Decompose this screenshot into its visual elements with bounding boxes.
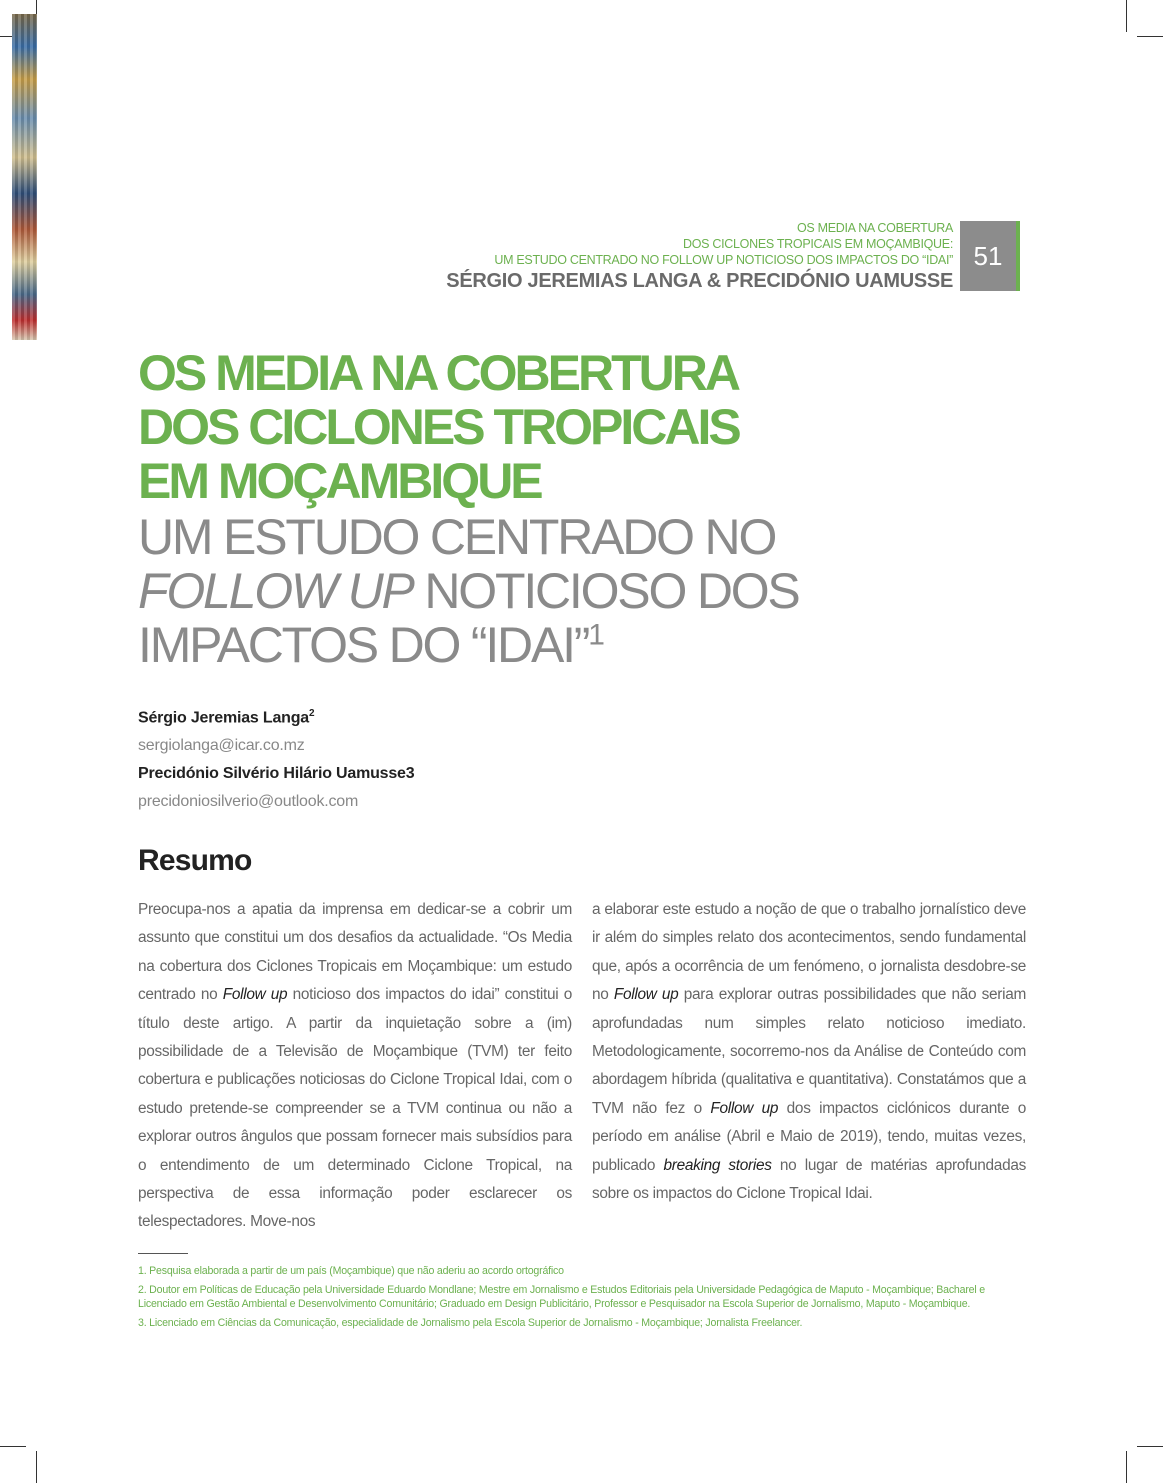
running-head — [446, 220, 953, 293]
abstract-left-text-1: Preocupa-nos a apatia da imprensa em dedicar-se a cobrir um assunto que constitui um dos desafios da actualidade. “Os Media na cobertura dos Ciclones Tropicais em Moçambique: um estudo centrado no — [138, 901, 572, 1004]
footnotes — [138, 1265, 1008, 1337]
abstract-right-emphasis-1: Follow up — [613, 986, 679, 1004]
subtitle-italic-term: FOLLOW UP — [138, 563, 413, 619]
subtitle-line-1: UM ESTUDO CENTRADO NO — [138, 509, 776, 565]
subtitle-line-3 — [138, 618, 799, 672]
crop-mark-top-right-h — [1137, 36, 1163, 37]
article-subtitle — [138, 510, 799, 672]
abstract-heading: Resumo — [138, 844, 252, 877]
running-head-line-2: DOS CICLONES TROPICAIS EM MOÇAMBIQUE: — [683, 237, 953, 251]
author-1-name — [138, 700, 414, 732]
crop-mark-bottom-right-v — [1126, 1451, 1127, 1483]
article-title — [138, 346, 739, 508]
subtitle-line-2-rest: NOTICIOSO DOS — [412, 563, 799, 619]
abstract-right-text-3: dos impactos ciclónicos durante o período em análise (Abril e Maio de 2019), tendo, muitas vezes, publicado — [592, 1099, 1026, 1174]
crop-mark-top-right-v — [1126, 0, 1127, 32]
title-line-2: DOS CICLONES TROPICAIS — [138, 399, 739, 455]
crop-mark-bottom-left-v — [36, 1451, 37, 1483]
title-line-3: EM MOÇAMBIQUE — [138, 453, 541, 509]
running-head-authors: SÉRGIO JEREMIAS LANGA & PRECIDÓNIO UAMUSSE — [446, 270, 953, 292]
page-number: 51 — [960, 221, 1020, 291]
bleed-artwork-strip — [12, 14, 37, 340]
abstract-right-text-4: no lugar de matérias aprofundadas sobre os impactos do Ciclone Tropical Idai. — [592, 1156, 1026, 1203]
footnote-1: 1. Pesquisa elaborada a partir de um país (Moçambique) que não aderiu ao acordo ortográfico — [138, 1265, 564, 1277]
running-head-line-1: OS MEDIA NA COBERTURA — [796, 221, 953, 235]
crop-mark-bottom-left-h — [0, 1446, 26, 1447]
abstract-left-text-2: noticioso dos impactos do idai” constitui o título deste artigo. A partir da inquietação sobre a (im) possibilidade de a Televisão de Moçambique (TVM) ter feito cobertura e publicações noticiosas do Ciclone Tropical Idai, com o estudo pretende-se compreender se a TVM continua ou não a explorar outros ângulos que possam fornecer mais subsídios para o entendimento de um determinado Ciclone Tropical, na perspectiva de essa informação poder esclarecer os telespectadores. Move-nos — [138, 986, 572, 1231]
footnote-2: 2. Doutor em Políticas de Educação pela Universidade Eduardo Mondlane; Mestre em Jornalismo e Estudos Editoriais pela Universidade Pedagógica de Maputo - Moçambique; Bacharel e Licenciado em Gestão Ambiental e Desenvolvimento Comunitário; Graduado em Design Publicitário, Professor e Pesquisador na Escola Superior de Jornalismo, Maputo - Moçambique. — [138, 1284, 985, 1310]
subtitle-footnote-mark: 1 — [588, 618, 605, 652]
running-head-line-3: UM ESTUDO CENTRADO NO FOLLOW UP NOTICIOSO DOS IMPACTOS DO “IDAI” — [494, 253, 953, 267]
abstract-left-emphasis-1: Follow up — [222, 986, 288, 1004]
abstract-right-emphasis-3: breaking stories — [663, 1156, 772, 1174]
abstract-right-text-2: para explorar outras possibilidades que não seriam aprofundadas num simples relato noticioso imediato. Metodologicamente, socorremo-nos da Análise de Conteúdo com abordagem híbrida (qualitativa e quantitativa). Constatámos que a TVM não fez o — [592, 986, 1027, 1117]
author-block — [138, 700, 414, 816]
abstract-right-text-1: a elaborar este estudo a noção de que o trabalho jornalístico deve ir além do simples relato dos acontecimentos, sendo fundamental que, após a ocorrência de um fenómeno, o jornalista desdobre-se no — [592, 901, 1026, 1004]
author-2-email[interactable]: precidoniosilverio@outlook.com — [138, 793, 359, 811]
author-1-footnote-mark: 2 — [309, 708, 315, 719]
title-line-1: OS MEDIA NA COBERTURA — [138, 345, 738, 401]
author-2-name: Precidónio Silvério Hilário Uamusse3 — [138, 765, 415, 783]
author-1-email[interactable]: sergiolanga@icar.co.mz — [138, 737, 305, 755]
subtitle-line-3-text: IMPACTOS DO “IDAI” — [138, 617, 589, 673]
abstract-column-right — [592, 896, 1026, 1208]
author-1-name-text: Sérgio Jeremias Langa — [138, 709, 309, 727]
abstract-column-left — [138, 896, 572, 1237]
crop-mark-bottom-right-h — [1137, 1446, 1163, 1447]
abstract-right-emphasis-2: Follow up — [710, 1099, 779, 1117]
footnote-divider — [138, 1253, 188, 1254]
footnote-3: 3. Licenciado em Ciências da Comunicação, especialidade de Jornalismo pela Escola Superior de Jornalismo - Moçambique; Jornalista Freelancer. — [138, 1317, 803, 1330]
subtitle-line-2 — [138, 564, 799, 618]
